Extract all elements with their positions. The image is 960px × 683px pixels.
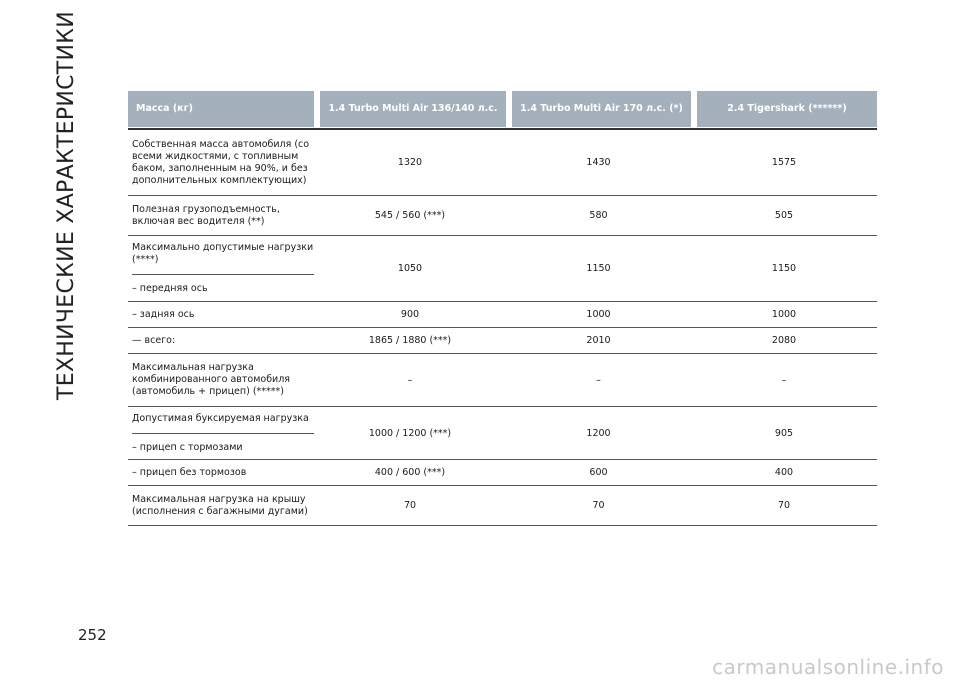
cell-value: 1150 — [771, 263, 797, 274]
row-label: Максимальная нагрузка на крышу (исполнения с багажными дугами) — [132, 493, 308, 517]
header-mass: Масса (кг) — [128, 91, 314, 127]
table-row-roof-load — [128, 486, 877, 526]
cell-value: 1000 — [771, 309, 797, 320]
cell-value: – — [407, 374, 413, 386]
row-label: — всего: — [132, 334, 176, 346]
table-row-curb-weight — [128, 130, 877, 196]
row-sublabel: – прицеп с тормозами — [132, 433, 314, 454]
cell-value: 1575 — [771, 157, 797, 168]
row-label: – задняя ось — [132, 308, 195, 320]
cell-value: 505 — [774, 210, 794, 221]
cell-value: 70 — [592, 500, 605, 511]
cell-value: 600 — [589, 467, 608, 478]
page-number: 252 — [78, 626, 107, 644]
cell-value: 1050 — [397, 263, 423, 274]
table-row-combined-max — [128, 354, 877, 407]
row-sublabel: – передняя ось — [132, 274, 314, 295]
header-engine-170: 1.4 Turbo Multi Air 170 л.с. (*) — [512, 91, 691, 127]
cell-value: 1150 — [586, 263, 611, 274]
table-row-total — [128, 328, 877, 354]
cell-value: 905 — [774, 427, 794, 439]
row-label: – прицеп без тормозов — [132, 466, 247, 478]
cell-value: 70 — [777, 500, 791, 511]
watermark: carmanualsonline.info — [712, 655, 944, 679]
table-row-max-loads-front — [128, 236, 877, 302]
cell-value: 2080 — [771, 335, 797, 346]
cell-value: 900 — [400, 309, 420, 320]
table-row-payload — [128, 196, 877, 236]
cell-value: 1200 — [586, 427, 611, 439]
weights-table — [128, 91, 877, 526]
table-row-rear-axle — [128, 302, 877, 328]
section-title-vertical: ТЕХНИЧЕСКИЕ ХАРАКТЕРИСТИКИ — [54, 11, 79, 400]
cell-value: 1000 — [586, 309, 611, 320]
table-row-towing-unbraked — [128, 460, 877, 486]
row-label: Собственная масса автомобиля (со всеми жидкостями, с топливным баком, заполненным на 90%, и без дополнительных комплектующих) — [132, 138, 310, 186]
cell-value: 1430 — [586, 157, 611, 168]
cell-value: 1865 / 1880 (***) — [368, 335, 452, 346]
cell-value: 400 / 600 (***) — [374, 467, 446, 478]
cell-value: 545 / 560 (***) — [374, 210, 446, 221]
table-row-towing-braked — [128, 407, 877, 460]
row-label: Полезная грузоподъемность, включая вес водителя (**) — [132, 203, 280, 227]
row-label: Максимальная нагрузка комбинированного автомобиля (автомобиль + прицеп) (*****) — [132, 362, 291, 397]
cell-value: 70 — [403, 500, 417, 511]
table-header — [128, 91, 877, 127]
cell-value: 580 — [589, 210, 608, 221]
header-engine-136-140: 1.4 Turbo Multi Air 136/140 л.с. — [320, 91, 506, 127]
row-label: Допустимая буксируемая нагрузка — [132, 412, 309, 424]
cell-value: 2010 — [586, 335, 611, 346]
row-label: Максимально допустимые нагрузки (****) — [132, 242, 314, 265]
header-tigershark: 2.4 Tigershark (******) — [697, 91, 877, 127]
cell-value: 1320 — [397, 157, 423, 168]
cell-value: – — [781, 374, 787, 386]
cell-value: 1000 / 1200 (***) — [368, 427, 452, 439]
cell-value: 400 — [774, 467, 794, 478]
cell-value: – — [596, 374, 601, 386]
